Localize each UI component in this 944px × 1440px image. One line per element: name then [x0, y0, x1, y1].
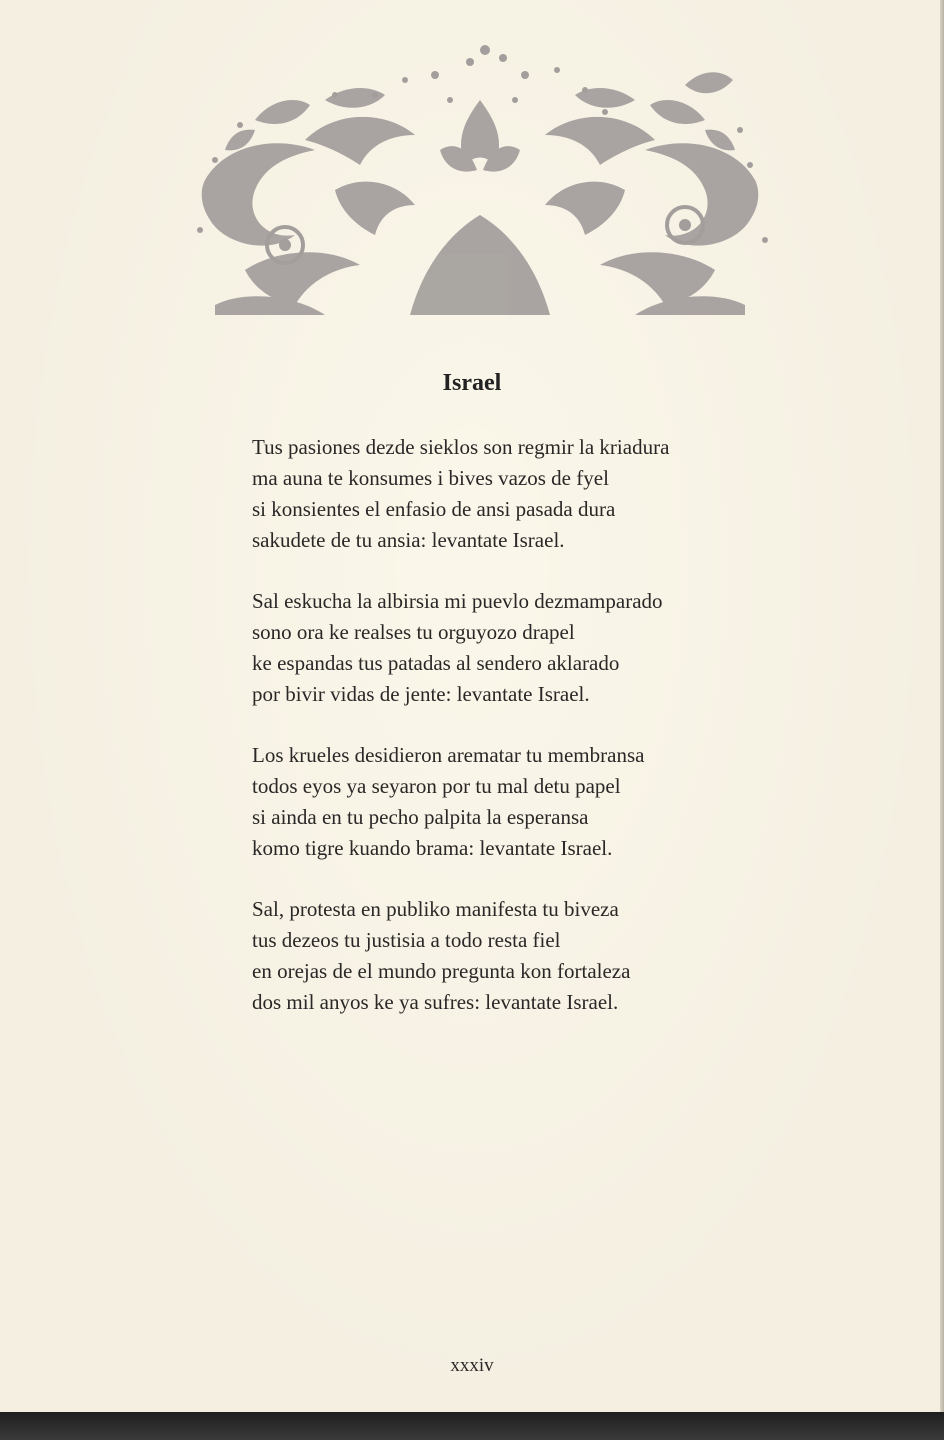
- poem-line: dos mil anyos ke ya sufres: levantate Israel.: [252, 990, 619, 1014]
- page-number: xxxiv: [450, 1355, 494, 1376]
- poem-line: sakudete de tu ansia: levantate Israel.: [252, 528, 565, 552]
- poem-line: por bivir vidas de jente: levantate Israel.: [252, 682, 590, 706]
- poem-line: todos eyos ya seyaron por tu mal detu papel: [252, 774, 621, 798]
- poem-line: Sal eskucha la albirsia mi puevlo dezmamparado: [252, 589, 663, 613]
- stanza: [252, 432, 812, 556]
- poem-line: Tus pasiones dezde sieklos son regmir la kriadura: [252, 435, 670, 459]
- floral-headpiece-icon: [185, 40, 775, 320]
- poem-line: komo tigre kuando brama: levantate Israel.: [252, 836, 613, 860]
- poem-title: Israel: [442, 370, 502, 396]
- poem-line: en orejas de el mundo pregunta kon fortaleza: [252, 959, 631, 983]
- scan-bottom-edge: [0, 1412, 944, 1440]
- poem-line: ma auna te konsumes i bives vazos de fyel: [252, 466, 609, 490]
- stanza: [252, 740, 812, 864]
- poem-line: si konsientes el enfasio de ansi pasada dura: [252, 497, 616, 521]
- poem-line: Los krueles desidieron arematar tu membransa: [252, 743, 645, 767]
- poem-line: si ainda en tu pecho palpita la esperansa: [252, 805, 589, 829]
- poem-line: ke espandas tus patadas al sendero aklarado: [252, 651, 620, 675]
- stanza: [252, 586, 812, 710]
- stanza: [252, 894, 812, 1018]
- poem-body: [252, 432, 812, 1048]
- poem-line: sono ora ke realses tu orguyozo drapel: [252, 620, 575, 644]
- poem-line: Sal, protesta en publiko manifesta tu biveza: [252, 897, 619, 921]
- page-edge: [940, 0, 944, 1412]
- poem-line: tus dezeos tu justisia a todo resta fiel: [252, 928, 561, 952]
